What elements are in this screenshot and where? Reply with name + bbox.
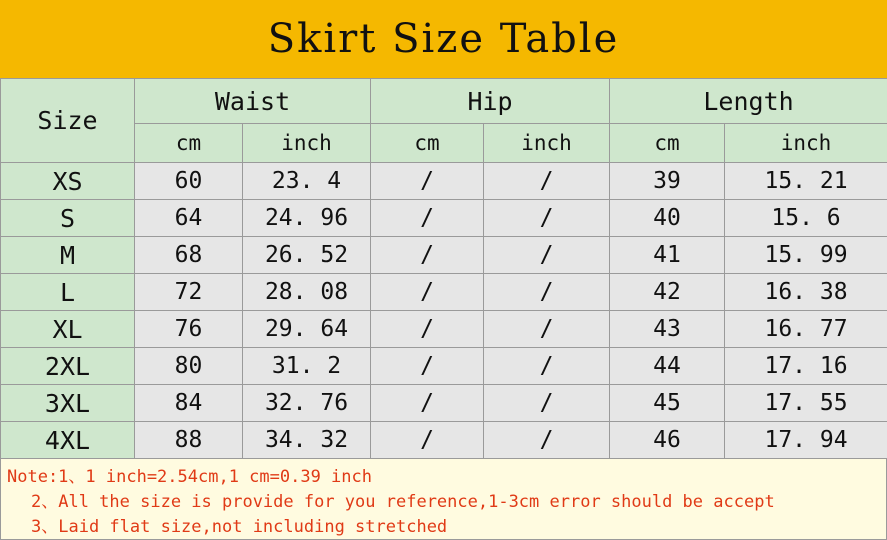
cell-hip-inch: /	[484, 163, 610, 200]
table-header-row-groups	[1, 79, 887, 124]
table-row	[1, 311, 887, 348]
cell-waist-cm: 80	[135, 348, 243, 385]
cell-waist-inch: 34. 32	[243, 422, 371, 459]
cell-waist-cm: 76	[135, 311, 243, 348]
table-row	[1, 200, 887, 237]
cell-hip-inch: /	[484, 311, 610, 348]
cell-hip-inch: /	[484, 274, 610, 311]
cell-length-inch: 15. 99	[725, 237, 887, 274]
cell-length-inch: 17. 55	[725, 385, 887, 422]
cell-waist-inch: 23. 4	[243, 163, 371, 200]
cell-waist-cm: 64	[135, 200, 243, 237]
cell-waist-inch: 32. 76	[243, 385, 371, 422]
cell-hip-cm: /	[371, 385, 484, 422]
header-size: Size	[1, 79, 135, 163]
row-size-label: L	[1, 274, 135, 311]
cell-waist-inch: 24. 96	[243, 200, 371, 237]
notes-section	[0, 459, 887, 540]
cell-length-inch: 16. 38	[725, 274, 887, 311]
cell-waist-cm: 88	[135, 422, 243, 459]
header-length-inch: inch	[725, 124, 887, 163]
cell-waist-cm: 84	[135, 385, 243, 422]
header-waist-inch: inch	[243, 124, 371, 163]
table-row	[1, 237, 887, 274]
row-size-label: XS	[1, 163, 135, 200]
header-waist: Waist	[135, 79, 371, 124]
page-title: Skirt Size Table	[268, 16, 620, 62]
cell-hip-cm: /	[371, 348, 484, 385]
cell-length-cm: 42	[610, 274, 725, 311]
header-length-cm: cm	[610, 124, 725, 163]
cell-waist-inch: 26. 52	[243, 237, 371, 274]
cell-hip-inch: /	[484, 422, 610, 459]
row-size-label: 3XL	[1, 385, 135, 422]
table-row	[1, 422, 887, 459]
cell-length-cm: 39	[610, 163, 725, 200]
cell-hip-inch: /	[484, 385, 610, 422]
row-size-label: M	[1, 237, 135, 274]
cell-length-cm: 41	[610, 237, 725, 274]
row-size-label: S	[1, 200, 135, 237]
cell-waist-cm: 72	[135, 274, 243, 311]
table-row	[1, 385, 887, 422]
cell-waist-cm: 60	[135, 163, 243, 200]
title-bar	[0, 0, 887, 78]
cell-waist-inch: 28. 08	[243, 274, 371, 311]
cell-length-cm: 43	[610, 311, 725, 348]
cell-hip-inch: /	[484, 348, 610, 385]
cell-waist-cm: 68	[135, 237, 243, 274]
cell-waist-inch: 31. 2	[243, 348, 371, 385]
cell-length-cm: 45	[610, 385, 725, 422]
row-size-label: XL	[1, 311, 135, 348]
cell-hip-cm: /	[371, 311, 484, 348]
note-line-1: Note:1、1 inch=2.54cm,1 cm=0.39 inch	[7, 465, 886, 490]
cell-hip-inch: /	[484, 200, 610, 237]
table-row	[1, 163, 887, 200]
cell-length-cm: 40	[610, 200, 725, 237]
header-hip: Hip	[371, 79, 610, 124]
table-row	[1, 348, 887, 385]
cell-waist-inch: 29. 64	[243, 311, 371, 348]
cell-hip-cm: /	[371, 237, 484, 274]
table-row	[1, 274, 887, 311]
table-header	[1, 79, 887, 163]
cell-length-cm: 46	[610, 422, 725, 459]
cell-hip-cm: /	[371, 200, 484, 237]
cell-length-inch: 15. 6	[725, 200, 887, 237]
cell-length-inch: 15. 21	[725, 163, 887, 200]
cell-length-inch: 16. 77	[725, 311, 887, 348]
header-waist-cm: cm	[135, 124, 243, 163]
row-size-label: 4XL	[1, 422, 135, 459]
row-size-label: 2XL	[1, 348, 135, 385]
size-table	[0, 78, 887, 459]
cell-hip-cm: /	[371, 274, 484, 311]
header-hip-cm: cm	[371, 124, 484, 163]
cell-hip-inch: /	[484, 237, 610, 274]
cell-hip-cm: /	[371, 163, 484, 200]
cell-hip-cm: /	[371, 422, 484, 459]
table-body	[1, 163, 887, 459]
note-line-2: 2、All the size is provide for you reference,1-3cm error should be accept	[7, 490, 886, 515]
cell-length-cm: 44	[610, 348, 725, 385]
cell-length-inch: 17. 16	[725, 348, 887, 385]
cell-length-inch: 17. 94	[725, 422, 887, 459]
header-hip-inch: inch	[484, 124, 610, 163]
note-line-3: 3、Laid flat size,not including stretched	[7, 515, 886, 540]
header-length: Length	[610, 79, 887, 124]
